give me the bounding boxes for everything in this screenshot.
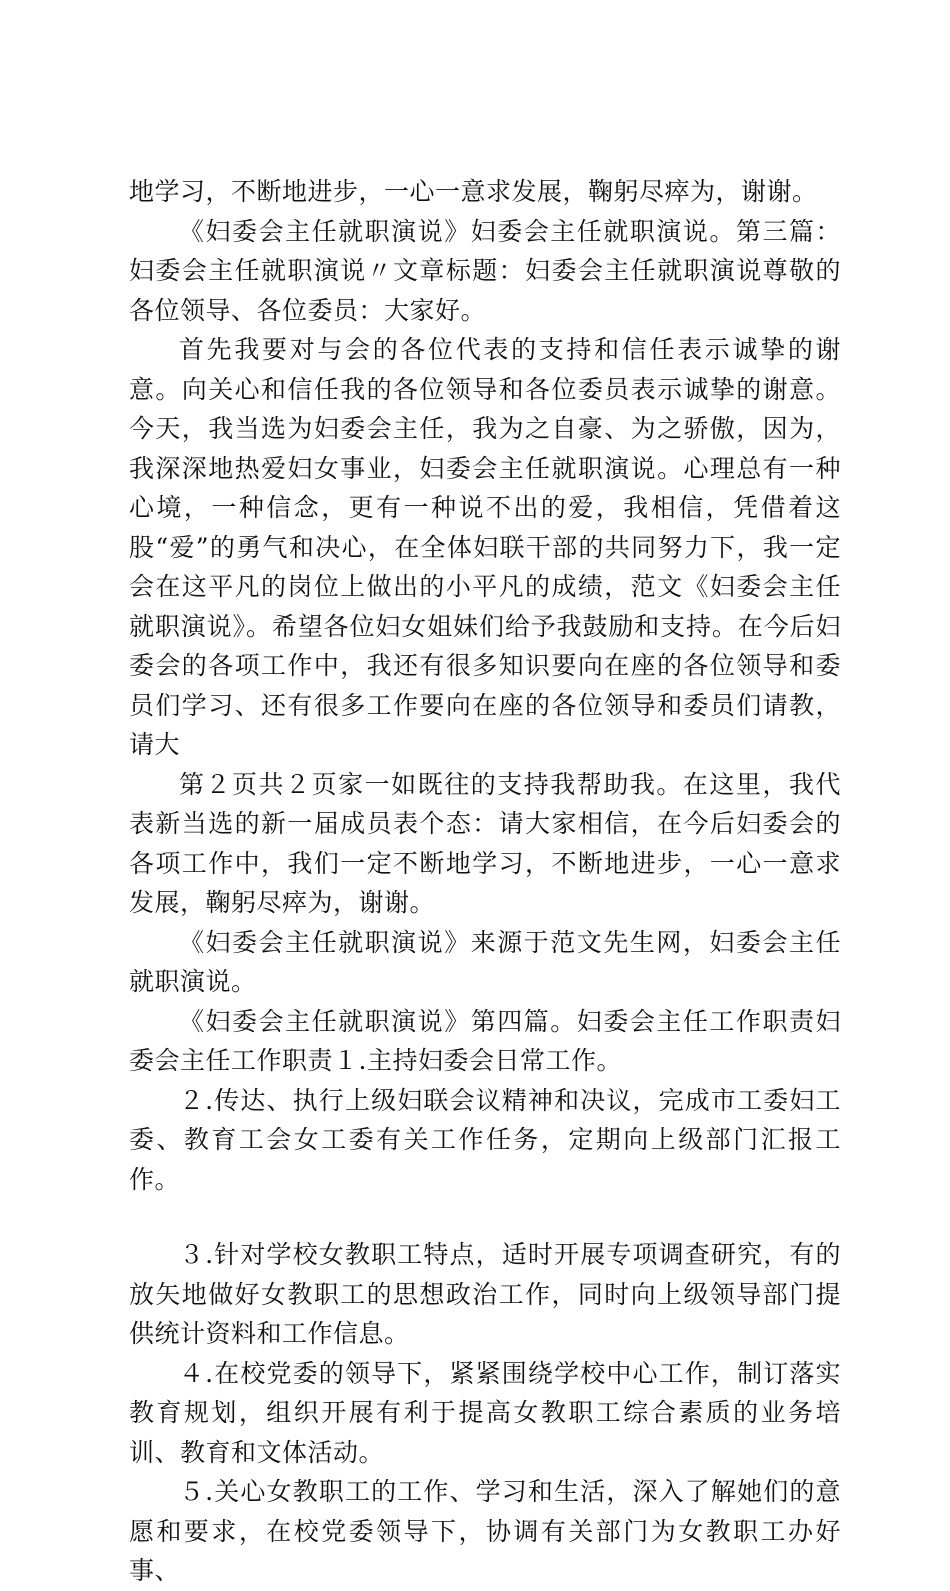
paragraph-8: ３.针对学校女教职工特点，适时开展专项调查研究，有的放矢地做好女教职工的思想政治工作，同时向上级领导部门提供统计资料和工作信息。	[129, 1240, 841, 1348]
paragraph-3: 首先我要对与会的各位代表的支持和信任表示诚挚的谢意。向关心和信任我的各位领导和各位委员表示诚挚的谢意。今天，我当选为妇委会主任，我为之自豪、为之骄傲，因为，我深深地热爱妇女事业，妇委会主任就职演说。心理总有一种心境，一种信念，更有一种说不出的爱，我相信，凭借着这股“爱”的勇气和决心，在全体妇联干部的共同努力下，我一定会在这平凡的岗位上做出的小平凡的成绩，范文《妇委会主任就职演说》。希望各位妇女姐妹们给予我鼓励和支持。在今后妇委会的各项工作中，我还有很多知识要向在座的各位领导和委员们学习、还有很多工作要向在座的各位领导和委员们请教，请大	[129, 335, 841, 759]
paragraph-6: 《妇委会主任就职演说》第四篇。妇委会主任工作职责妇委会主任工作职责１.主持妇委会日常工作。	[129, 1006, 841, 1075]
paragraph-7: ２.传达、执行上级妇联会议精神和决议，完成市工委妇工委、教育工会女工委有关工作任务，定期向上级部门汇报工作。	[129, 1085, 841, 1194]
paragraph-1: 地学习，不断地进步，一心一意求发展，鞠躬尽瘁为，谢谢。	[129, 177, 818, 206]
paragraph-5: 《妇委会主任就职演说》来源于范文先生网，妇委会主任就职演说。	[129, 927, 841, 996]
paragraph-2: 《妇委会主任就职演说》妇委会主任就职演说。第三篇：妇委会主任就职演说〃文章标题：妇委会主任就职演说尊敬的各位领导、各位委员：大家好。	[129, 216, 841, 325]
paragraph-gap	[129, 1199, 841, 1235]
paragraph-9: ４.在校党委的领导下，紧紧围绕学校中心工作，制订落实教育规划，组织开展有利于提高女教职工综合素质的业务培训、教育和文体活动。	[129, 1358, 841, 1467]
paragraph-4: 第２页共２页家一如既往的支持我帮助我。在这里，我代表新当选的新一届成员表个态：请大家相信，在今后妇委会的各项工作中，我们一定不断地学习，不断地进步，一心一意求发展，鞠躬尽瘁为，谢谢。	[129, 769, 841, 917]
document-body	[129, 172, 841, 1591]
paragraph-10: ５.关心女教职工的工作、学习和生活，深入了解她们的意愿和要求，在校党委领导下，协调有关部门为女教职工办好事、	[129, 1477, 841, 1585]
